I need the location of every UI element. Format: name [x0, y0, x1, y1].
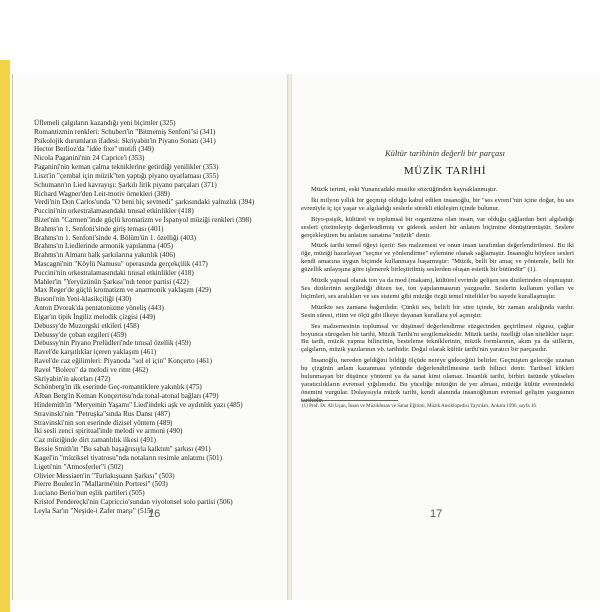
list-item: Mahler'in "Yeryüzünün Şarkısı"ndı tenor partisi (422)	[34, 277, 189, 286]
list-item: Debussy'de çoban ezgileri (459)	[34, 330, 127, 339]
list-item: Richard Wagner'den Leit-motiv örnekleri (389)	[34, 189, 170, 198]
music-examples-list	[34, 119, 284, 516]
list-item: Luciano Berio'nun eşlik partileri (505)	[34, 489, 145, 498]
body-paragraph: Ses malzemesinin toplumsal ve düşünsel değerlendirme süzgecinden geçirilmesi olgusu, çağlar boyunca süregelen bir tarihi, Müzik Tarihi'ni sergilemektedir. Müzik tarihi, özelliği olan nitelikler taşır: Bu tarih, müzik yapma bilincinin, besteleme tekniklerinin, müzik formlarının, akım ya da stillerin, çalgıların, müzik yazılarının vb. tarihidir. Doğal olarak kültür tarihi'nin yaratıcı bir parçasıdır.	[301, 322, 574, 354]
list-item: Caz müziğinde dirt zamanlılık ilkesi (491)	[34, 436, 156, 445]
list-item: Brahms'ın 1. Senfoni'sinde 4. Bölüm'ün 1. özelliği (403)	[34, 233, 196, 242]
list-item: Liszt'in "çembal için müzik"ten yaptığı piyano uyarlaması (355)	[34, 171, 219, 180]
list-item: Stravinski'nin son eserinde dizisel yöntem (489)	[34, 418, 173, 427]
list-item: Skriyabin'in akorları (472)	[34, 374, 111, 383]
body-paragraph: Müzik yapısal olarak ton ya da mod (makam), kültürel evrimle gelişen ses dizilerinden oluşmuştur. Ses dizilerinin sergilediği düzen ise, ton yapılanmasının yazgısıdır. Seslerin kullanım yolları ve biçimleri, ses aralıkları ve ses sistemi gibi müziğe özgü temel nitelikler bu sayede kurallaşmıştır.	[301, 277, 574, 300]
list-item: Hindemith'in "Meryemin Yaşamı" Lied'indeki aşk ve aydınlık yazı (485)	[34, 401, 243, 409]
page-number-left: 16	[148, 508, 161, 520]
list-item: Nicola Paganini'nin 24 Caprice'i (353)	[34, 154, 145, 163]
section-subtitle: Kültür tarihinin değerli bir parçası	[385, 148, 505, 158]
list-item: Alban Berg'in Keman Konçertosu'nda tonal-atonal bağları (479)	[34, 392, 219, 401]
list-item: Puccini'nin orkestralamasındaki tınısal etkinlikler (418)	[34, 268, 194, 277]
list-item: Ravel'de caz eğilimleri: Piyanoda "sol el için" Konçerto (461)	[34, 356, 213, 365]
body-paragraph: İnsanoğlu, nereden geldiğini bildiği ölçüde nereye gideceğini belirler. Geçmişten geleceğe uzanan bu çizginin anlam kazanması yönünde değerlendirilmesine tarih bilinci denir. Tarihsel kökleri bulunmayan bir düşünce yöntemi ya da sanat kimi olamaz. İnsanlık tarihi, birbiri üstünde yükselen yaratıcılıkların evrensel yığılımıdır. Bu yüceliğe müziğin de yer alması, müziğe kültür evrenindeki önemini vurgular. Dolayısıyla müzik tarihi, kendi alanında insanoğlunun evrensel gelişim yazgısının tarihidir.	[301, 357, 574, 404]
list-item: Ravel'de karşıtlıklar içeren yaklaşım (461)	[34, 348, 157, 357]
list-item: Schumann'ın Lied kavrayışı: Şarkılı lirik piyano parçaları (371)	[34, 180, 217, 189]
book-cover-edge	[0, 60, 10, 612]
list-item: Elgar'ın tipik İngiliz melodik çizgisi (449)	[34, 312, 156, 321]
body-paragraph: Müzik tarihi temel öğeyi içerir: Ses malzemesi ve onun insan tarafından değerlendirilmesi. Bu iki öğe, müziği hazırlayan "seçme ve yönlendirme" eylemine olanak sağlamıştır. İnsanoğlu böylece sesleri kendi amacına uygun biçimde kullanmaya başarmıştır: "Müzik, belli bir amaç ve yöntemle, belli bir güzellik anlayışına göre işlenerek birleştirilmiş seslerden oluşan estetik bir bütündür" (1).	[301, 242, 574, 274]
list-item: Üflemeli çalgıların kazandığı yeni biçimler (325)	[34, 119, 176, 127]
list-item: Leyla Sar'ın "Neşide-i Zafer marşı" (515)	[34, 506, 154, 515]
list-item: Busoni'nin Yeni-klasikçiliği (430)	[34, 295, 132, 304]
list-item: Romantizmin renkleri: Schubert'in "Bitmemiş Senfoni"si (341)	[34, 127, 216, 136]
list-item: Mascagni'nin "Köylü Namusu" operasında gerçekçilik (417)	[34, 260, 208, 268]
list-item: Olivier Messiaen'in "Turlakışuann Şarkısı" (503)	[34, 471, 175, 480]
footnote: (1) Prof. Dr. Ali Uçan, İnsan ve Müzikİnsan ve Sanat Eğitimi, Müzik Ansiklopedisi Yayınları, Ankara 1996, sayfa 16.	[302, 404, 538, 409]
book-gutter	[287, 74, 292, 600]
list-item: Max Reger'de güçlü kromatizm ve anarmonik yaklaşım (429)	[34, 286, 212, 295]
article-body	[301, 186, 574, 405]
list-item: Puccini'nin orkestralamasındaki tınısal etkinlikler (418)	[34, 207, 194, 216]
list-item: Brahms'ın Liedlerinde armonik yapılanma (405)	[34, 242, 174, 251]
body-paragraph: Biyo-psişik, kültürel ve toplumsal bir organizma olan insan, var olduğu çağlardan beri algıladığı sesleri çözümleyip değerlendirmiş ve giderek sesleri bir anlatım biçimine dönüştürmüştür. Seslere gerçekleştiren bu anlatım sanatına "müzik" denir.	[301, 215, 574, 239]
page-number-right: 17	[430, 508, 443, 520]
list-item: Brahms'ın Almanı halk şarkılarına yakınlık (406)	[34, 251, 176, 260]
list-item: İki sesli zenci spiritual'inde melodi ve armoni (490)	[34, 427, 183, 436]
list-item: Kristof Pendereçki'nin Capriccio'sundan viyolonsel solo partisi (506)	[34, 497, 233, 506]
list-item: Anton Dvorak'da pentatonizme yöneliş (443)	[34, 304, 164, 313]
list-item: Brahms'ın 1. Senfoni'sinde giriş teması (401)	[34, 224, 164, 233]
list-item: Ravel "Bolero" da melodi ve ritm (462)	[34, 365, 149, 374]
list-item: Pierre Boulez'in "Mallarmé'nin Portresi" (503)	[34, 480, 168, 489]
list-item: Kagel'in "müziksel tiyatrosu"nda notaların resimle anlatımı (501)	[34, 453, 222, 462]
footnote-rule	[302, 400, 398, 401]
list-item: Debussy'nin Piyano Prelüdleri'nde tınısal özellik (459)	[34, 339, 191, 348]
list-item: Stravinski'nin "Petruşka"sında Rus Dansı (487)	[34, 409, 171, 418]
list-item: Psikolojik durumların ifadesi: Skriyabin'in Piyano Sonatı (341)	[34, 136, 216, 145]
list-item: Bessie Smith'in "Bu sabah başağrısıyla kalktım" şarkısı (491)	[34, 445, 211, 454]
body-paragraph: Müzikte ses zamana bağımlıdır. Çünkü ses, belirli bir süre içinde, bir zaman aralığında vardır. Sesin süresi, ritim ve ölçü gibi ilkeye dayanan kurallara yol açmıştır.	[301, 303, 574, 319]
list-item: Ligeti'nin "Atmosferler"i (502)	[34, 462, 124, 471]
list-item: Schönberg'in ilk eserinde Geç-romantiklere yakınlık (475)	[34, 383, 202, 392]
list-item: Bizet'nin "Carmen"inde güçlü kromatizm ve İspanyol müziği renkleri (398)	[34, 215, 252, 224]
list-item: Verdi'nin Don Carlos'unda "O beni hiç sevmedi" şarkısındaki yalnızlık (394)	[34, 198, 255, 207]
list-item: Hector Berlioz'da "idée fixe" motifi (349)	[34, 145, 154, 154]
body-paragraph: İki milyon yıllık bir geçmişi olduğu kabul edilen insanoğlu, bir "ses evreni"nin içine doğar, bu ses evreniyle iç içe yaşar ve algıladığı seslerle sürekli etkileşim içinde bulunur.	[301, 196, 574, 212]
body-paragraph: Müzik terimi, eski Yunancadaki musike sözcüğünden kaynaklanmıştır.	[311, 186, 498, 193]
list-item: Debussy'de Muzorgski etkileri (458)	[34, 321, 140, 330]
section-title: MÜZİK TARİHİ	[403, 165, 487, 177]
list-item: Paganini'nin keman çalma tekniklerine getirdiği yenilikler (353)	[34, 163, 219, 172]
